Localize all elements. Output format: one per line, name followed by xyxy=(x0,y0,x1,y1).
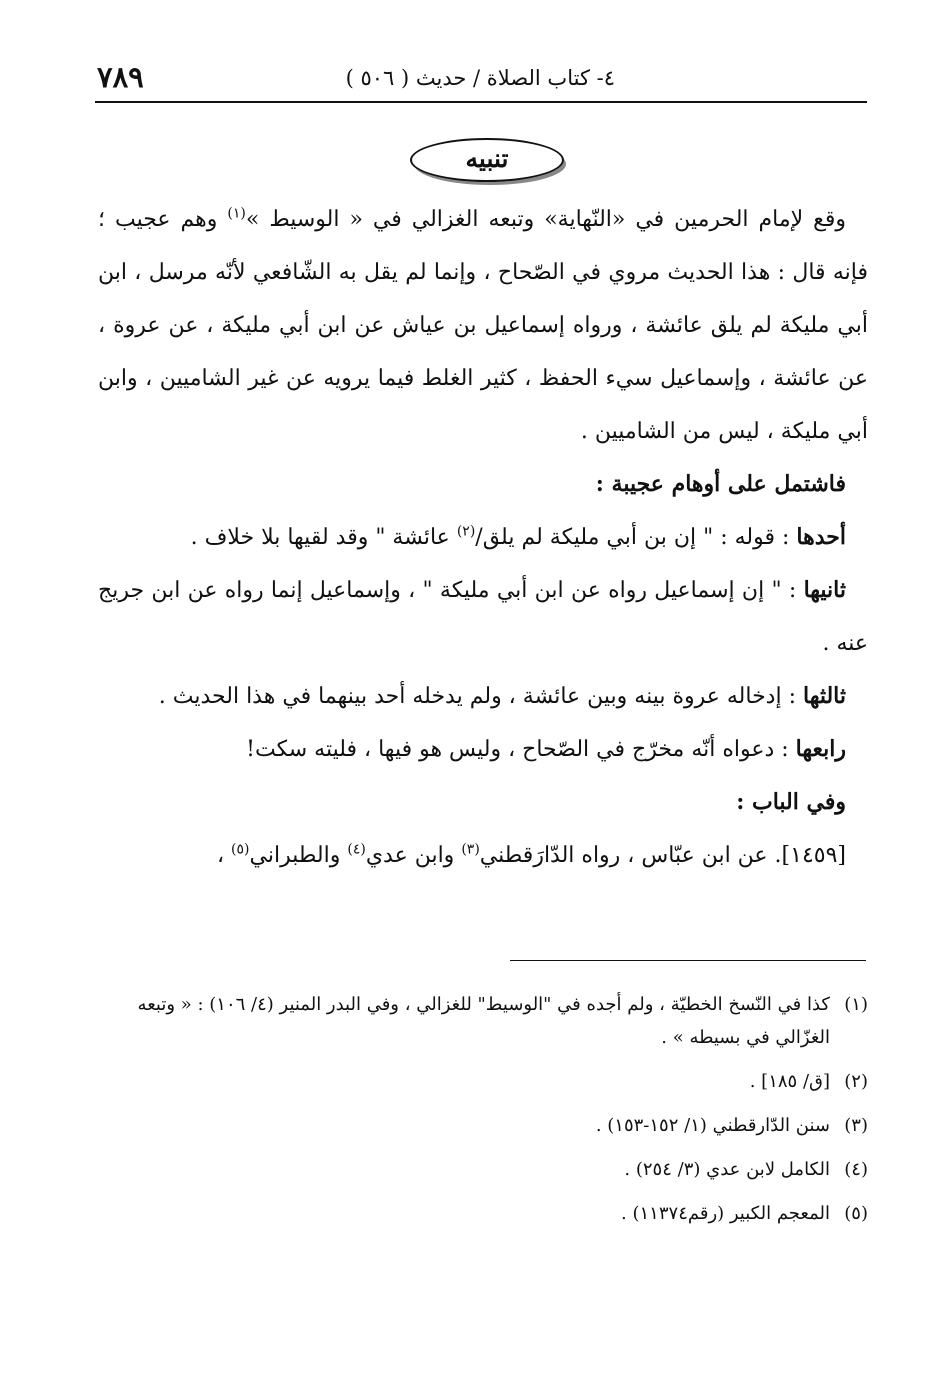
header-rule xyxy=(95,101,867,103)
footnote-text: الكامل لابن عدي (٣/ ٢٥٤) . xyxy=(624,1159,830,1180)
chapter-heading: وفي الباب : xyxy=(736,789,846,815)
point-label: ثالثها xyxy=(802,683,846,709)
footnote-ref-1[interactable]: (١) xyxy=(227,205,246,222)
errors-heading: فاشتمل على أوهام عجيبة : xyxy=(595,471,846,497)
point-label: ثانيها xyxy=(803,577,846,603)
point-label: رابعها xyxy=(795,736,846,762)
footnote-text: المعجم الكبير (رقم١١٣٧٤) . xyxy=(621,1203,830,1224)
chapter-title: ٤- كتاب الصلاة / حديث ( ٥٠٦ ) xyxy=(345,66,615,90)
hadith-text: . عن ابن عبّاس ، رواه الدّارَقطني xyxy=(479,843,782,868)
hadith-text: وابن عدي xyxy=(365,843,462,868)
hadith-text: ، xyxy=(216,843,232,868)
footnote-number: (٢) xyxy=(844,1071,868,1092)
footnote-ref-3[interactable]: (٣) xyxy=(461,841,480,858)
point-text: : إدخاله عروة بينه وبين عائشة ، ولم يدخله أحد بينهما في هذا الحديث . xyxy=(158,684,803,709)
footnote-number: (٥) xyxy=(844,1203,868,1224)
footnote-text: سنن الدّارقطني (١/ ١٥٢-١٥٣) . xyxy=(595,1115,830,1136)
hadith-entry xyxy=(98,829,868,882)
point-text: عائشة " وقد لقيها بلا خلاف . xyxy=(190,525,457,550)
hadith-number: [١٤٥٩] xyxy=(781,843,846,868)
point-text: : قوله : " إن بن أبي مليكة لم يلق/ xyxy=(475,525,797,550)
footnote-ref-4[interactable]: (٤) xyxy=(347,841,366,858)
running-header xyxy=(95,58,865,102)
footnote-item xyxy=(98,1197,868,1230)
footnote-ref-5[interactable]: (٥) xyxy=(231,841,250,858)
footnote-ref-2[interactable]: (٢) xyxy=(456,523,476,540)
intro-text-1: وقع لإمام الحرمين في «النّهاية» وتبعه الغزالي في « الوسيط » xyxy=(245,207,846,232)
footnote-item xyxy=(98,1109,868,1142)
footnote-number: (١) xyxy=(844,994,868,1015)
footnote-number: (٤) xyxy=(844,1159,868,1180)
section-badge: تنبيه xyxy=(410,138,564,182)
point-fourth xyxy=(98,723,868,776)
footnote-rule xyxy=(510,960,866,961)
point-second xyxy=(98,564,868,670)
intro-paragraph xyxy=(98,193,868,458)
footnote-text: [ق/ ١٨٥] . xyxy=(749,1071,830,1092)
footnotes xyxy=(98,988,868,1241)
main-text xyxy=(98,193,868,882)
footnote-item xyxy=(98,1153,868,1186)
footnote-number: (٣) xyxy=(844,1115,868,1136)
footnote-item xyxy=(98,988,868,1054)
hadith-text: والطبراني xyxy=(249,843,348,868)
footnote-text: كذا في النّسخ الخطيّة ، ولم أجده في "الوسيط" للغزالي ، وفي البدر المنير (٤/ ١٠٦) : « وتبعه الغزّالي في بسيطه » . xyxy=(137,994,830,1048)
point-label: أحدها xyxy=(796,524,846,550)
point-text: : " إن إسماعيل رواه عن ابن أبي مليكة " ، وإسماعيل إنما رواه عن ابن جريج عنه . xyxy=(98,578,868,656)
point-text: : دعواه أنّه مخرّج في الصّحاح ، وليس هو فيها ، فليته سكت! xyxy=(246,737,796,762)
point-first xyxy=(98,511,868,564)
page-number: ٧٨٩ xyxy=(97,60,144,94)
point-third xyxy=(98,670,868,723)
footnote-item xyxy=(98,1065,868,1098)
intro-text-2: وهم عجيب ؛ فإنه قال : هذا الحديث مروي في الصّحاح ، وإنما لم يقل به الشّافعي لأنّه مرسل ، ابن أبي مليكة لم يلق عائشة ، ورواه إسماعيل بن عياش عن ابن أبي مليكة ، عن عروة ، عن عائشة ، وإسماعيل سيء الحفظ ، كثير الغلط فيما يرويه عن غير الشاميين ، وابن أبي مليكة ، ليس من الشاميين . xyxy=(98,207,868,444)
